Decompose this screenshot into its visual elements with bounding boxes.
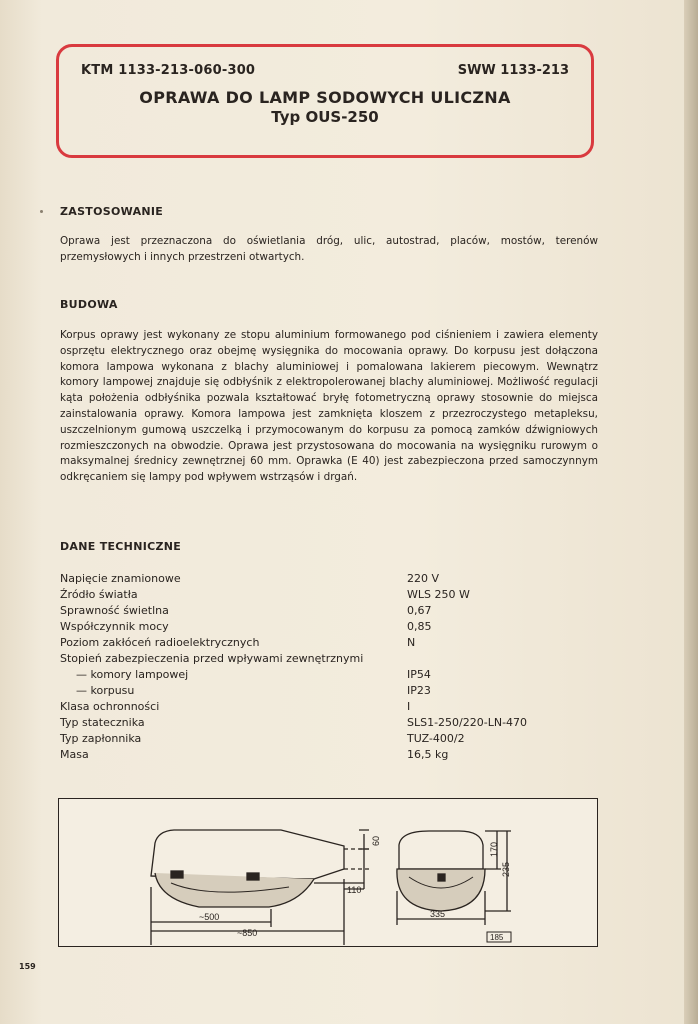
tech-row <box>60 667 600 683</box>
dim-170: 170 <box>489 841 499 857</box>
tech-value: N <box>407 636 416 649</box>
tech-row <box>60 683 600 699</box>
section-title-budowa: BUDOWA <box>60 298 118 311</box>
tech-label: Współczynnik mocy <box>60 620 169 633</box>
tech-row <box>60 651 600 667</box>
product-type: Typ OUS-250 <box>271 108 379 126</box>
page-title: OPRAWA DO LAMP SODOWYCH ULICZNA <box>139 88 511 107</box>
figure-id: 185 <box>490 933 504 942</box>
tech-label: Masa <box>60 748 89 761</box>
tech-value: TUZ-400/2 <box>407 732 465 745</box>
tech-label: Źródło światła <box>60 588 138 601</box>
budowa-text: Korpus oprawy jest wykonany ze stopu aluminium formowanego pod ciśnieniem i zawiera elementy osprzętu elektrycznego oraz obejmę wysięgnika do mocowania oprawy. Do korpusu jest dołączona komora lampowa wykonana z blachy aluminiowej i pomalowana lakierem piecowym. Wewnątrz komory lampowej znajduje się odbłyśnik z elektropolerowanej blachy aluminiowej. Możliwość regulacji kąta położenia odbłyśnika pozwala kształtować bryłę fotometryczną oprawy stosownie do miejsca zainstalowania oprawy. Komora lampowa jest zamknięta kloszem z przezroczystego metapleksu, uszczelnionym gumową uszczelką i przymocowanym do korpusu za pomocą zamków dźwigniowych rozmieszczonych na obwodzie. Oprawa jest przystosowana do mocowania na wysięgniku rurowym o maksymalnej średnicy zewnętrznej 60 mm. Oprawka (E 40) jest zabezpieczona przed samoczynnym odkręcaniem się lampy pod wpływem wstrząsów i drgań. <box>60 329 598 484</box>
tech-value: IP23 <box>407 684 431 697</box>
tech-row <box>60 635 600 651</box>
tech-row <box>60 747 600 763</box>
dim-110: 110 <box>347 885 362 895</box>
tech-row <box>60 603 600 619</box>
sww-code: SWW 1133-213 <box>457 63 569 78</box>
page-speck <box>40 210 43 213</box>
tech-value: WLS 250 W <box>407 588 470 601</box>
tech-label: Stopień zabezpieczenia przed wpływami zewnętrznymi <box>60 652 364 665</box>
tech-row <box>60 731 600 747</box>
tech-value: SLS1-250/220-LN-470 <box>407 716 528 729</box>
tech-value: 0,67 <box>407 604 432 617</box>
tech-label: Typ zapłonnika <box>60 732 142 745</box>
technical-drawing <box>58 798 598 947</box>
tech-label: Typ statecznika <box>60 716 145 729</box>
section-title-zastosowanie: ZASTOSOWANIE <box>60 205 164 218</box>
tech-label: — korpusu <box>76 684 135 697</box>
dim-850: ~850 <box>237 928 258 938</box>
book-spine <box>684 0 698 1024</box>
dim-335: 335 <box>430 909 446 919</box>
tech-label: Poziom zakłóceń radioelektrycznych <box>60 636 260 649</box>
tech-row <box>60 699 600 715</box>
tech-value: 0,85 <box>407 620 432 633</box>
dim-235: 235 <box>501 861 511 877</box>
tech-label: Klasa ochronności <box>60 700 160 713</box>
dim-60: 60 <box>371 835 381 846</box>
tech-value: I <box>407 700 411 713</box>
tech-data-table <box>60 571 600 763</box>
tech-row <box>60 571 600 587</box>
tech-label: Sprawność świetlna <box>60 604 169 617</box>
tech-label: — komory lampowej <box>76 668 189 681</box>
tech-row <box>60 715 600 731</box>
tech-value: 16,5 kg <box>407 748 449 761</box>
tech-value: IP54 <box>407 668 431 681</box>
section-title-dane: DANE TECHNICZNE <box>60 540 182 553</box>
dim-500: ~500 <box>199 912 220 922</box>
tech-row <box>60 587 600 603</box>
tech-row <box>60 619 600 635</box>
header-box <box>56 44 594 158</box>
tech-label: Napięcie znamionowe <box>60 572 181 585</box>
page-number: 159 <box>19 962 36 971</box>
luminaire-drawing <box>59 799 596 945</box>
tech-value: 220 V <box>407 572 440 585</box>
zastosowanie-text: Oprawa jest przeznaczona do oświetlania dróg, ulic, autostrad, placów, mostów, terenów przemysłowych i innych przestrzeni otwartych. <box>60 235 598 263</box>
ktm-code: KTM 1133-213-060-300 <box>81 63 256 78</box>
